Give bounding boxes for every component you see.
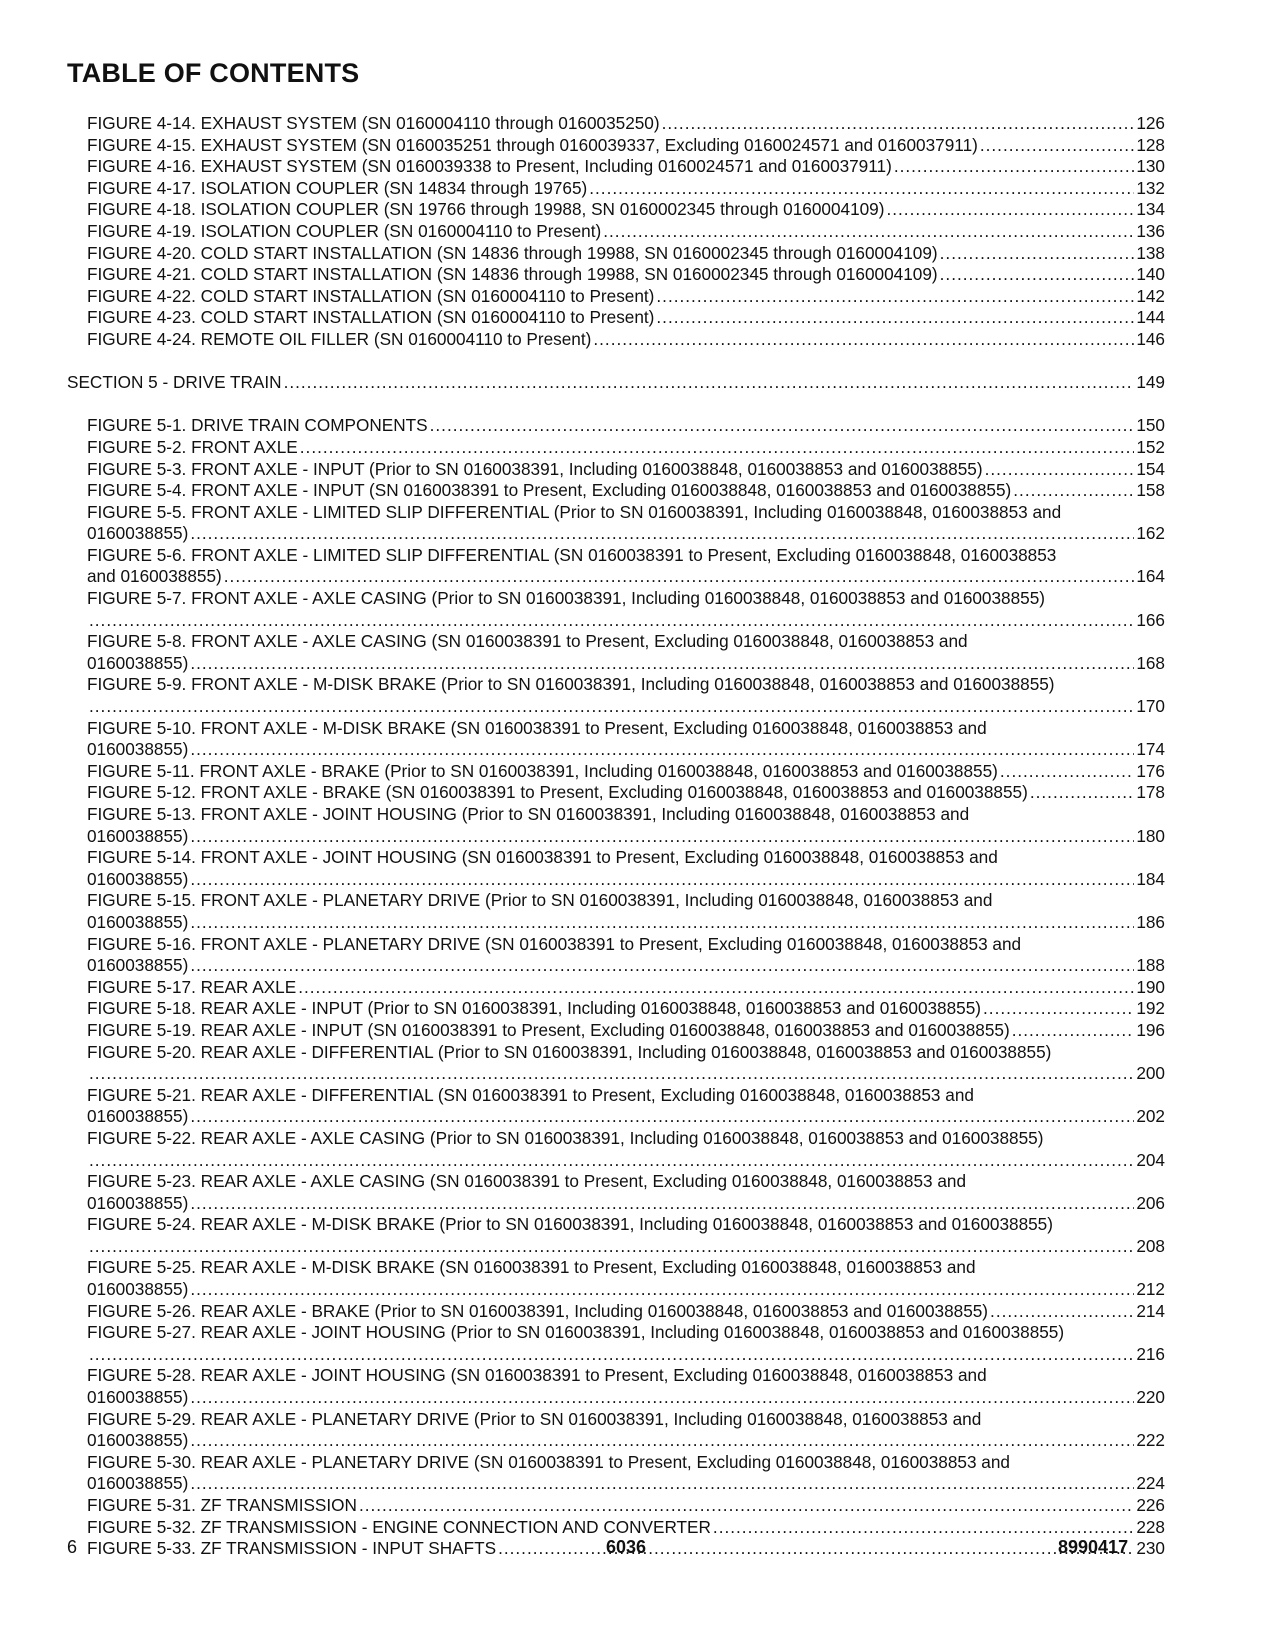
toc-entry-line <box>87 1387 1165 1409</box>
toc-figure-entry[interactable] <box>87 1171 1165 1214</box>
toc-entry-page: 130 <box>1136 156 1165 177</box>
toc-entry-line <box>87 977 1165 999</box>
dot-leader <box>190 1430 1134 1452</box>
toc-entry-page: 166 <box>1136 609 1165 630</box>
toc-entry-title: FIGURE 4-16. EXHAUST SYSTEM (SN 0160039338 to Present, Including 0160024571 and 0160037911) <box>87 156 892 177</box>
dot-leader <box>980 135 1134 157</box>
toc-figure-entry[interactable] <box>87 415 1165 437</box>
toc-entry-line <box>87 523 1165 545</box>
toc-entry-page: 192 <box>1136 998 1165 1019</box>
dot-leader <box>603 221 1134 243</box>
toc-entry-title-line: FIGURE 5-27. REAR AXLE - JOINT HOUSING (Prior to SN 0160038391, Including 0160038848, 0160038853 and 0160038855) <box>87 1322 1065 1343</box>
toc-entry-title: FIGURE 4-14. EXHAUST SYSTEM (SN 0160004110 through 0160035250) <box>87 113 660 133</box>
toc-entry-page: 152 <box>1136 436 1165 457</box>
toc-entry-line <box>87 1193 1165 1215</box>
toc-entry-title: 0160038855) <box>87 911 189 932</box>
toc-entry-title: 0160038855) <box>87 1473 189 1494</box>
toc-entry-title: FIGURE 5-11. FRONT AXLE - BRAKE (Prior to SN 0160038391, Including 0160038848, 0160038853 and 0160038855) <box>87 760 998 781</box>
toc-figure-entry[interactable] <box>87 890 1165 933</box>
toc-entry-title: FIGURE 5-2. FRONT AXLE <box>87 436 298 457</box>
toc-figure-entry[interactable] <box>87 156 1165 178</box>
dot-leader <box>89 610 1134 632</box>
toc-entry-page: 216 <box>1136 1343 1165 1364</box>
toc-figure-entry[interactable] <box>87 631 1165 674</box>
toc-entry-title: 0160038855) <box>87 955 189 976</box>
dot-leader <box>89 1344 1134 1366</box>
toc-entry-line <box>87 610 1165 632</box>
toc-figure-entry[interactable] <box>87 761 1165 783</box>
dot-leader <box>593 329 1134 351</box>
toc-figure-entry[interactable] <box>87 307 1165 329</box>
toc-entry-line <box>87 1517 1165 1539</box>
dot-leader <box>89 696 1134 718</box>
dot-leader <box>886 199 1134 221</box>
toc-figure-entry[interactable] <box>87 1085 1165 1128</box>
toc-entry-line <box>87 1150 1165 1172</box>
dot-leader <box>656 286 1134 308</box>
toc-entry-title: 0160038855) <box>87 1279 189 1300</box>
toc-entry-title: FIGURE 4-21. COLD START INSTALLATION (SN 14836 through 19988, SN 0160002345 through 0160004109) <box>87 264 938 285</box>
dot-leader <box>190 1193 1134 1215</box>
toc-figure-entry[interactable] <box>87 1452 1165 1495</box>
toc-entry-title: FIGURE 5-31. ZF TRANSMISSION <box>87 1495 357 1515</box>
toc-figure-entry[interactable] <box>87 1301 1165 1323</box>
toc-entry-title-line: FIGURE 5-5. FRONT AXLE - LIMITED SLIP DIFFERENTIAL (Prior to SN 0160038391, Including 0160038848, 0160038853 and <box>87 501 1062 522</box>
toc-entry-title-line: FIGURE 5-10. FRONT AXLE - M-DISK BRAKE (SN 0160038391 to Present, Excluding 0160038848, 0160038853 and <box>87 717 987 738</box>
toc-entry-line <box>87 1301 1165 1323</box>
toc-entry-page: 136 <box>1136 220 1165 241</box>
toc-entry-title: FIGURE 4-15. EXHAUST SYSTEM (SN 0160035251 through 0160039337, Excluding 0160024571 and 0160037911) <box>87 134 978 155</box>
toc-figure-entry[interactable] <box>87 286 1165 308</box>
toc-entry-title-line: FIGURE 5-29. REAR AXLE - PLANETARY DRIVE (Prior to SN 0160038391, Including 0160038848, 0160038853 and <box>87 1408 982 1429</box>
dot-leader <box>894 156 1135 178</box>
toc-entry-title-line: FIGURE 5-9. FRONT AXLE - M-DISK BRAKE (Prior to SN 0160038391, Including 0160038848, 0160038853 and 0160038855) <box>87 674 1055 695</box>
toc-figure-entry[interactable] <box>87 718 1165 761</box>
toc-figure-entry[interactable] <box>87 178 1165 200</box>
toc-entry-title: FIGURE 4-23. COLD START INSTALLATION (SN 0160004110 to Present) <box>87 307 655 328</box>
dot-leader <box>298 977 1134 999</box>
toc-figure-entry[interactable] <box>87 199 1165 221</box>
toc-entry-page: 146 <box>1136 328 1165 349</box>
toc-entry-page: 202 <box>1136 1106 1165 1127</box>
toc-entry-line <box>87 459 1165 481</box>
dot-leader <box>359 1495 1134 1517</box>
toc-entry-title: FIGURE 4-19. ISOLATION COUPLER (SN 0160004110 to Present) <box>87 220 602 241</box>
toc-entry-title: FIGURE 5-18. REAR AXLE - INPUT (Prior to SN 0160038391, Including 0160038848, 0160038853 and 0160038855) <box>87 998 982 1019</box>
toc-entry-title: FIGURE 5-3. FRONT AXLE - INPUT (Prior to SN 0160038391, Including 0160038848, 0160038853 and 0160038855) <box>87 458 983 479</box>
toc-figure-entry[interactable] <box>87 998 1165 1020</box>
toc-entry-page: 178 <box>1136 782 1165 803</box>
toc-figure-entry[interactable] <box>87 804 1165 847</box>
toc-entry-title: 0160038855) <box>87 523 189 544</box>
toc-figure-entry[interactable] <box>87 329 1165 351</box>
toc-entry-page: 224 <box>1136 1473 1165 1494</box>
dot-leader <box>89 1063 1134 1085</box>
page-title: TABLE OF CONTENTS <box>67 58 360 88</box>
toc-figure-entry[interactable] <box>87 264 1165 286</box>
toc-entry-title-line: FIGURE 5-22. REAR AXLE - AXLE CASING (Prior to SN 0160038391, Including 0160038848, 0160038853 and 0160038855) <box>87 1127 1044 1148</box>
toc-entry-title-line: FIGURE 5-16. FRONT AXLE - PLANETARY DRIVE (SN 0160038391 to Present, Excluding 0160038848, 0160038853 and <box>87 933 1022 954</box>
toc-entry-title: FIGURE 5-26. REAR AXLE - BRAKE (Prior to SN 0160038391, Including 0160038848, 0160038853 and 0160038855) <box>87 1300 989 1321</box>
toc-figure-entry[interactable] <box>87 934 1165 977</box>
toc-entry-line <box>87 1279 1165 1301</box>
toc-figure-entry[interactable] <box>87 1517 1165 1539</box>
toc-entry-line <box>87 199 1165 221</box>
toc-entry-title: FIGURE 5-17. REAR AXLE <box>87 976 297 997</box>
toc-entry-page: 180 <box>1136 825 1165 846</box>
toc-figure-entry[interactable] <box>87 1495 1165 1517</box>
toc-entry-page: 170 <box>1136 696 1165 717</box>
toc-entry-page: 204 <box>1136 1149 1165 1170</box>
toc-entry-title-line: FIGURE 5-14. FRONT AXLE - JOINT HOUSING (SN 0160038391 to Present, Excluding 0160038848, 0160038853 and <box>87 847 998 868</box>
toc-entry-line <box>87 653 1165 675</box>
toc-entry-title: 0160038855) <box>87 868 189 889</box>
dot-leader <box>1030 782 1134 804</box>
toc-entry-page: 154 <box>1136 458 1165 479</box>
toc-entry-title-line: FIGURE 5-8. FRONT AXLE - AXLE CASING (SN 0160038391 to Present, Excluding 0160038848, 0160038853 and <box>87 631 968 652</box>
toc-entry-line <box>87 480 1165 502</box>
toc-entry-title: FIGURE 5-19. REAR AXLE - INPUT (SN 0160038391 to Present, Excluding 0160038848, 0160038853 and 0160038855) <box>87 1019 1010 1040</box>
dot-leader <box>983 998 1134 1020</box>
dot-leader <box>190 826 1134 848</box>
toc-figure-entry[interactable] <box>87 1322 1165 1365</box>
toc-entry-title: FIGURE 5-1. DRIVE TRAIN COMPONENTS <box>87 415 428 436</box>
toc-entry-title: FIGURE 4-20. COLD START INSTALLATION (SN 14836 through 19988, SN 0160002345 through 0160004109) <box>87 242 938 263</box>
toc-entry-line <box>87 1344 1165 1366</box>
toc-entry-line <box>87 739 1165 761</box>
toc-entry-line <box>87 912 1165 934</box>
toc-entry-page: 206 <box>1136 1192 1165 1213</box>
toc-entry-page: 200 <box>1136 1063 1165 1084</box>
dot-leader <box>656 307 1134 329</box>
toc-figure-entry[interactable] <box>87 135 1165 157</box>
toc-figure-entry[interactable] <box>87 545 1165 588</box>
toc-entry-title: FIGURE 5-4. FRONT AXLE - INPUT (SN 0160038391 to Present, Excluding 0160038848, 0160038853 and 0160038855) <box>87 480 1012 501</box>
toc-entry-title: 0160038855) <box>87 652 189 673</box>
toc-entry-title: 0160038855) <box>87 1387 189 1408</box>
toc-entry-title: 0160038855) <box>87 1430 189 1451</box>
toc-entry-line <box>87 307 1165 329</box>
toc-figure-entry[interactable] <box>87 221 1165 243</box>
toc-entry-page: 168 <box>1136 652 1165 673</box>
toc-entry-line <box>87 221 1165 243</box>
toc-entry-line <box>87 415 1165 437</box>
toc-entry-title-line: FIGURE 5-30. REAR AXLE - PLANETARY DRIVE (SN 0160038391 to Present, Excluding 0160038848, 0160038853 and <box>87 1451 1010 1472</box>
toc-entry-page: 162 <box>1136 523 1165 544</box>
toc-entry-page: 222 <box>1136 1430 1165 1451</box>
toc-entry-page: 149 <box>1136 372 1165 393</box>
toc-entry-line <box>87 286 1165 308</box>
toc-figure-entry[interactable] <box>87 480 1165 502</box>
toc-entry-page: 212 <box>1136 1279 1165 1300</box>
toc-entry-line <box>87 955 1165 977</box>
toc-entry-title-line: FIGURE 5-20. REAR AXLE - DIFFERENTIAL (Prior to SN 0160038391, Including 0160038848, 0160038853 and 0160038855) <box>87 1041 1052 1062</box>
toc-entry-page: 164 <box>1136 566 1165 587</box>
toc-entry-page: 132 <box>1136 177 1165 198</box>
toc-figure-entry[interactable] <box>87 588 1165 631</box>
toc-entry-page: 158 <box>1136 480 1165 501</box>
toc-entry-line <box>87 1236 1165 1258</box>
dot-leader <box>300 437 1135 459</box>
toc-entry-line <box>87 156 1165 178</box>
toc-entry-line <box>67 372 1165 394</box>
dot-leader <box>224 566 1135 588</box>
toc-entry-title-line: FIGURE 5-6. FRONT AXLE - LIMITED SLIP DIFFERENTIAL (SN 0160038391 to Present, Excluding 0160038848, 0160038853 <box>87 544 1057 565</box>
toc-figure-entry[interactable] <box>87 437 1165 459</box>
toc-figure-entry[interactable] <box>87 977 1165 999</box>
dot-leader <box>1012 1020 1135 1042</box>
toc-entry-page: 174 <box>1136 739 1165 760</box>
toc-entry-title-line: FIGURE 5-21. REAR AXLE - DIFFERENTIAL (SN 0160038391 to Present, Excluding 0160038848, 0160038853 and <box>87 1084 974 1105</box>
dot-leader <box>190 653 1134 675</box>
dot-leader <box>940 264 1135 286</box>
toc-entry-page: 196 <box>1136 1019 1165 1040</box>
toc-figure-entry[interactable] <box>87 1409 1165 1452</box>
toc-entry-line <box>87 178 1165 200</box>
toc-entry-line <box>87 998 1165 1020</box>
toc-figure-entry[interactable] <box>87 502 1165 545</box>
dot-leader <box>990 1301 1134 1323</box>
dot-leader <box>589 178 1134 200</box>
toc-entry-line <box>87 1495 1165 1517</box>
toc-entry-page: 140 <box>1136 264 1165 285</box>
toc-figure-entry[interactable] <box>87 1042 1165 1085</box>
toc-entry-line <box>87 782 1165 804</box>
toc-entry-title: 0160038855) <box>87 1106 189 1127</box>
toc-entry-page: 188 <box>1136 955 1165 976</box>
toc-entry-title: and 0160038855) <box>87 566 222 587</box>
toc-entry-line <box>87 826 1165 848</box>
toc-figure-entry[interactable] <box>87 674 1165 717</box>
toc-entry-line <box>87 1020 1165 1042</box>
dot-leader <box>1013 480 1134 502</box>
dot-leader <box>190 869 1134 891</box>
footer-doc-number: 8990417 <box>1058 1537 1129 1557</box>
toc-figure-entry[interactable] <box>87 1214 1165 1257</box>
toc-figure-entry[interactable] <box>87 1365 1165 1408</box>
toc-entry-title-line: FIGURE 5-24. REAR AXLE - M-DISK BRAKE (Prior to SN 0160038391, Including 0160038848, 0160038853 and 0160038855) <box>87 1214 1053 1235</box>
dot-leader <box>190 912 1134 934</box>
toc-entry-line <box>87 329 1165 351</box>
toc-entry-title: FIGURE 5-33. ZF TRANSMISSION - INPUT SHAFTS <box>87 1538 497 1559</box>
toc-entry-line <box>87 869 1165 891</box>
toc-entry-title-line: FIGURE 5-28. REAR AXLE - JOINT HOUSING (SN 0160038391 to Present, Excluding 0160038848, 0160038853 and <box>87 1365 987 1386</box>
toc-figure-entry[interactable] <box>87 243 1165 265</box>
toc-entry-line <box>87 135 1165 157</box>
dot-leader <box>89 1236 1134 1258</box>
toc-figure-entry[interactable] <box>87 113 1165 135</box>
toc-entry-title: 0160038855) <box>87 825 189 846</box>
footer-page-number: 6 <box>67 1537 78 1557</box>
toc-entry-title-line: FIGURE 5-7. FRONT AXLE - AXLE CASING (Prior to SN 0160038391, Including 0160038848, 0160038853 and 0160038855) <box>87 588 1046 609</box>
toc-entry-title-line: FIGURE 5-15. FRONT AXLE - PLANETARY DRIVE (Prior to SN 0160038391, Including 0160038848, 0160038853 and <box>87 890 993 911</box>
dot-leader <box>430 415 1135 437</box>
dot-leader <box>190 1106 1134 1128</box>
dot-leader <box>498 1538 1134 1560</box>
toc-entry-line <box>87 1063 1165 1085</box>
toc-entry-title: SECTION 5 - DRIVE TRAIN <box>67 372 282 393</box>
toc-figure-entry[interactable] <box>87 847 1165 890</box>
toc-entry-title: 0160038855) <box>87 739 189 760</box>
toc-figure-entry[interactable] <box>87 782 1165 804</box>
toc-entry-title: FIGURE 4-22. COLD START INSTALLATION (SN 0160004110 to Present) <box>87 285 655 306</box>
dot-leader <box>190 1387 1134 1409</box>
dot-leader <box>713 1517 1134 1539</box>
dot-leader <box>940 243 1135 265</box>
toc-entry-line <box>87 1430 1165 1452</box>
dot-leader <box>89 1150 1134 1172</box>
dot-leader <box>190 739 1134 761</box>
footer-model: 6036 <box>606 1537 647 1557</box>
dot-leader <box>190 1279 1134 1301</box>
dot-leader <box>190 1473 1134 1495</box>
toc-entry-line <box>87 437 1165 459</box>
toc-entry-line <box>87 264 1165 286</box>
toc-entry-title-line: FIGURE 5-23. REAR AXLE - AXLE CASING (SN 0160038391 to Present, Excluding 0160038848, 0160038853 and <box>87 1171 967 1192</box>
toc-entry-title: FIGURE 5-32. ZF TRANSMISSION - ENGINE CONNECTION AND CONVERTER <box>87 1516 711 1537</box>
toc-entry-line <box>87 1106 1165 1128</box>
toc-entry-page: 208 <box>1136 1235 1165 1256</box>
toc-entry-line <box>87 761 1165 783</box>
toc-entry-title: FIGURE 5-12. FRONT AXLE - BRAKE (SN 0160038391 to Present, Excluding 0160038848, 0160038853 and 0160038855) <box>87 782 1028 803</box>
dot-leader <box>1000 761 1134 783</box>
toc-entry-page: 142 <box>1136 285 1165 306</box>
toc-entry-page: 230 <box>1136 1538 1165 1559</box>
toc-entry-title: FIGURE 4-17. ISOLATION COUPLER (SN 14834 through 19765) <box>87 177 588 198</box>
toc-entry-page: 214 <box>1136 1300 1165 1321</box>
toc-figure-entry[interactable] <box>87 1020 1165 1042</box>
toc-entry-page: 190 <box>1136 976 1165 997</box>
toc-entry-page: 220 <box>1136 1387 1165 1408</box>
dot-leader <box>662 113 1135 135</box>
toc-entry-title: FIGURE 4-18. ISOLATION COUPLER (SN 19766 through 19988, SN 0160002345 through 0160004109) <box>87 199 885 220</box>
toc-figure-entry[interactable] <box>87 1257 1165 1300</box>
dot-leader <box>190 955 1134 977</box>
toc-entry-page: 228 <box>1136 1516 1165 1537</box>
toc-entry-page: 144 <box>1136 307 1165 328</box>
toc-entry-page: 150 <box>1136 415 1165 436</box>
toc-entry-page: 176 <box>1136 760 1165 781</box>
toc-entry-title: 0160038855) <box>87 1192 189 1213</box>
toc-list <box>67 113 1165 1560</box>
toc-entry-page: 226 <box>1136 1495 1165 1515</box>
toc-entry-title-line: FIGURE 5-13. FRONT AXLE - JOINT HOUSING (Prior to SN 0160038391, Including 0160038848, 0160038853 and <box>87 804 970 824</box>
toc-entry-page: 138 <box>1136 242 1165 263</box>
toc-section-entry[interactable] <box>67 372 1165 394</box>
toc-entry-line <box>87 566 1165 588</box>
toc-entry-page: 186 <box>1136 911 1165 932</box>
dot-leader <box>190 523 1134 545</box>
toc-entry-line <box>87 1473 1165 1495</box>
toc-entry-line <box>87 113 1165 135</box>
toc-entry-page: 184 <box>1136 868 1165 889</box>
toc-entry-title: FIGURE 4-24. REMOTE OIL FILLER (SN 0160004110 to Present) <box>87 328 592 349</box>
toc-entry-line <box>87 696 1165 718</box>
toc-entry-page: 134 <box>1136 199 1165 220</box>
toc-entry-page: 128 <box>1136 134 1165 155</box>
toc-figure-entry[interactable] <box>87 1128 1165 1171</box>
toc-entry-title-line: FIGURE 5-25. REAR AXLE - M-DISK BRAKE (SN 0160038391 to Present, Excluding 0160038848, 0160038853 and <box>87 1257 976 1278</box>
toc-entry-line <box>87 243 1165 265</box>
toc-entry-page: 126 <box>1136 113 1165 133</box>
dot-leader <box>985 459 1135 481</box>
toc-figure-entry[interactable] <box>87 459 1165 481</box>
dot-leader <box>284 372 1135 394</box>
